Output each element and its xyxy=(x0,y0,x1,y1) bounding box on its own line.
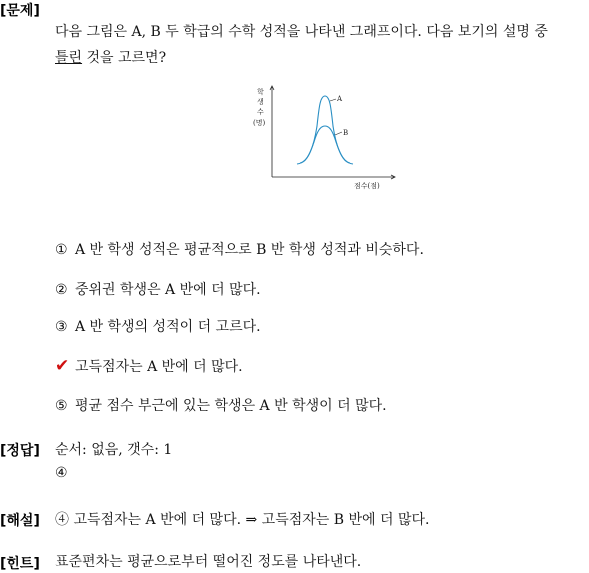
option-4[interactable] xyxy=(55,356,243,377)
option-5[interactable] xyxy=(55,396,387,416)
hint-text: 표준편차는 평균으로부터 떨어진 정도를 나타낸다. xyxy=(55,554,362,570)
problem-label: [문제] xyxy=(0,3,40,19)
check-icon: ✔ xyxy=(55,356,70,376)
ylabel-char-4: (명) xyxy=(253,119,266,127)
option-2-text: 중위권 학생은 A 반에 더 많다. xyxy=(75,282,261,298)
option-1-number: ① xyxy=(55,242,68,258)
problem-text-line2 xyxy=(55,48,166,68)
curve-a-leader xyxy=(330,99,336,101)
answer-label: [정답] xyxy=(0,443,40,459)
ylabel-char-3: 수 xyxy=(257,108,264,116)
problem-text-line1: 다음 그림은 A, B 두 학급의 수학 성적을 나타낸 그래프이다. 다음 보기의 설명 중 xyxy=(55,24,548,40)
ylabel-char-2: 생 xyxy=(257,98,264,106)
option-3-number: ③ xyxy=(55,319,68,335)
explanation-label: [해설] xyxy=(0,513,40,529)
distribution-graph xyxy=(250,84,400,196)
ylabel-char-1: 학 xyxy=(257,88,264,96)
curve-b-label: B xyxy=(343,129,349,137)
hint-label: [힌트] xyxy=(0,556,40,572)
option-4-text: 고득점자는 A 반에 더 많다. xyxy=(75,359,243,375)
option-5-number: ⑤ xyxy=(55,398,68,414)
option-5-text: 평균 점수 부근에 있는 학생은 A 반 학생이 더 많다. xyxy=(75,398,387,414)
answer-line2: ④ xyxy=(55,465,68,481)
underlined-word: 틀린 xyxy=(55,50,83,66)
answer-line1: 순서: 없음, 갯수: 1 xyxy=(55,442,173,458)
option-2[interactable] xyxy=(55,280,261,300)
distribution-figure xyxy=(250,84,400,196)
option-1-text: A 반 학생 성적은 평균적으로 B 반 학생 성적과 비슷하다. xyxy=(75,242,424,258)
explanation-text: ④ 고득점자는 A 반에 더 많다. ⇒ 고득점자는 B 반에 더 많다. xyxy=(55,512,430,528)
option-2-number: ② xyxy=(55,282,68,298)
option-3[interactable] xyxy=(55,317,261,337)
option-3-text: A 반 학생의 성적이 더 고르다. xyxy=(75,319,261,335)
problem-text-rest: 것을 고르면? xyxy=(82,50,167,66)
option-1[interactable] xyxy=(55,240,424,260)
curve-a-label: A xyxy=(337,95,343,103)
curve-b-leader xyxy=(335,132,342,135)
xlabel: 점수(점) xyxy=(354,182,380,190)
